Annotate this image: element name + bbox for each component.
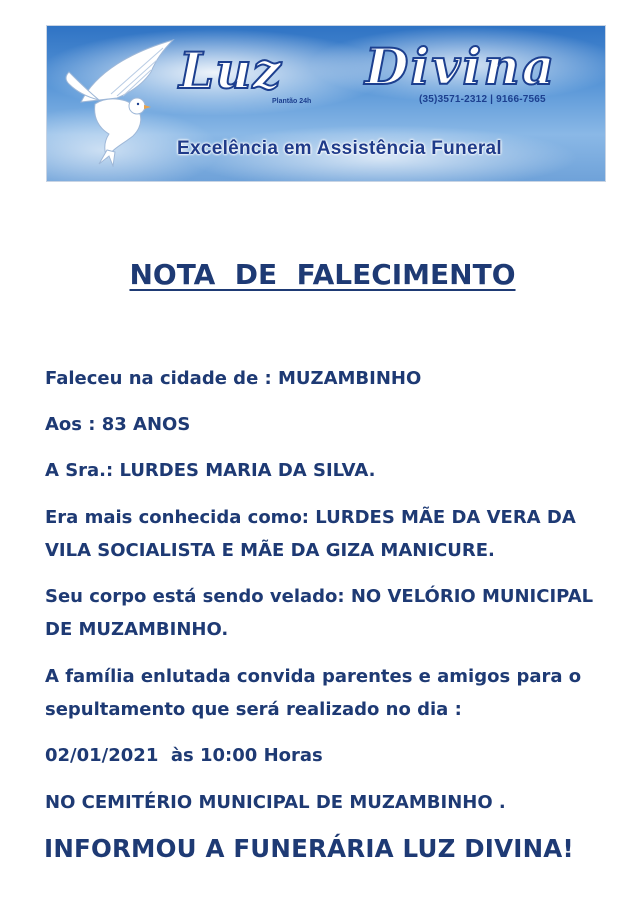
known-as-line-2: VILA SOCIALISTA E MÃE DA GIZA MANICURE. xyxy=(45,540,495,561)
wake-line-2: DE MUZAMBINHO. xyxy=(45,619,229,640)
wake-line-1: Seu corpo está sendo velado: NO VELÓRIO MUNICIPAL xyxy=(45,586,594,607)
banner-tagline: Excelência em Assistência Funeral xyxy=(177,138,502,159)
white-dove-icon xyxy=(51,32,181,167)
city-line: Faleceu na cidade de : MUZAMBINHO xyxy=(45,368,422,389)
known-as-line-1: Era mais conhecida como: LURDES MÃE DA VERA DA xyxy=(45,507,576,528)
cemetery-line: NO CEMITÉRIO MUNICIPAL DE MUZAMBINHO . xyxy=(45,792,506,813)
family-line-2: sepultamento que será realizado no dia : xyxy=(45,699,462,720)
age-line: Aos : 83 ANOS xyxy=(45,414,191,435)
family-line-1: A família enlutada convida parentes e amigos para o xyxy=(45,666,582,687)
header-banner xyxy=(46,25,606,182)
notice-title: NOTA DE FALECIMENTO xyxy=(129,258,516,291)
family-paragraph xyxy=(45,660,581,726)
brand-luz-logo: Luz xyxy=(179,41,282,100)
plantao-label: Plantão 24h xyxy=(272,98,312,105)
phone-numbers: (35)3571-2312 | 9166-7565 xyxy=(419,94,546,105)
brand-divina-logo: Divina xyxy=(365,37,557,96)
known-as-paragraph xyxy=(45,501,576,567)
name-line: A Sra.: LURDES MARIA DA SILVA. xyxy=(45,460,376,481)
footer-signature: INFORMOU A FUNERÁRIA LUZ DIVINA! xyxy=(44,834,574,863)
date-time-line: 02/01/2021 às 10:00 Horas xyxy=(45,745,323,766)
wake-paragraph xyxy=(45,580,593,646)
